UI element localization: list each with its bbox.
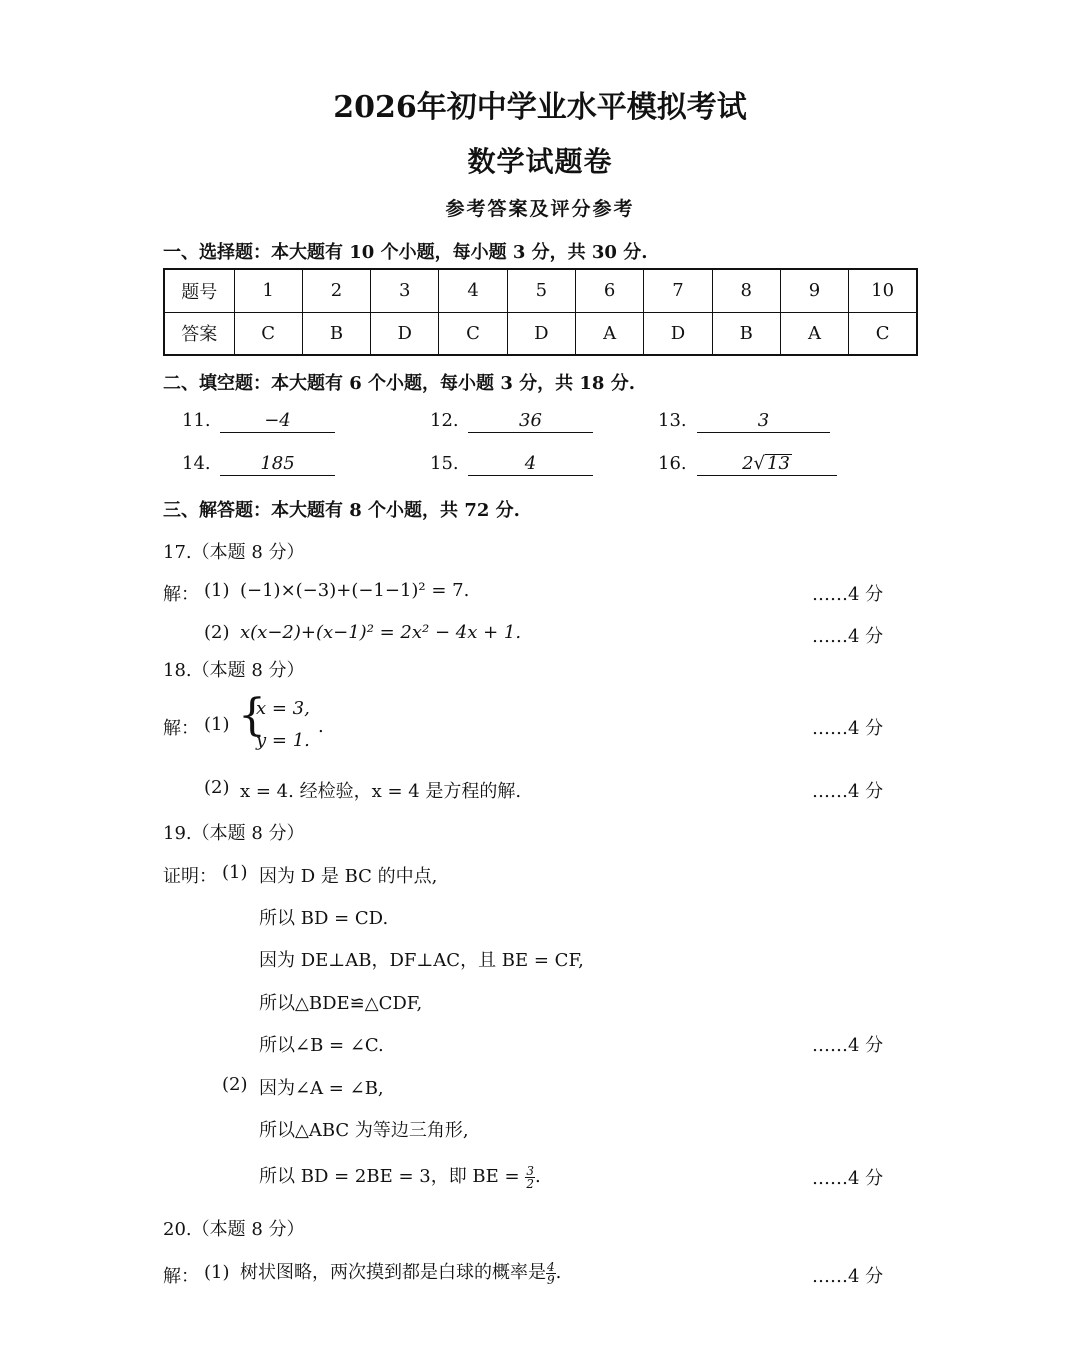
q17-part1-label: (1) [204,580,230,601]
choice-answer: D [644,312,712,355]
fill-item-number: 15. [430,453,459,474]
row-label-number: 题号 [164,269,234,312]
q19-part1-label: (1) [222,862,248,883]
q20-part1-answer [240,1258,561,1286]
choice-answer: D [507,312,575,355]
q19-line2: 所以 BD = CD. [259,908,389,929]
q19-line6: 因为∠A = ∠B, [259,1078,384,1099]
fill-item-number: 13. [658,410,687,431]
sqrt-coefficient: 2 [742,453,754,474]
paper-title: 数学试题卷 [467,145,613,178]
q18-part2-answer: x = 4. 经检验，x = 4 是方程的解. [240,781,522,802]
question-number: 7 [644,269,712,312]
fraction-numerator: 4 [547,1259,555,1274]
question-number: 3 [371,269,439,312]
fraction-denominator: 9 [547,1272,555,1287]
question-number: 10 [849,269,917,312]
question-number: 2 [302,269,370,312]
q17-part2-answer: x(x−2)+(x−1)² = 2x² − 4x + 1. [240,622,522,643]
q18-system-end: . [318,716,324,737]
q19-part2-label: (2) [222,1074,248,1095]
q20-solution-label: 解： [163,1266,199,1287]
choice-answer: B [302,312,370,355]
score-mark: ……4 分 [812,1035,884,1056]
q19-proof-label: 证明： [163,866,217,887]
q19-line5: 所以∠B = ∠C. [259,1035,384,1056]
fill-answer: 4 [468,453,593,476]
question-number: 1 [234,269,302,312]
choice-answer: A [575,312,643,355]
table-row-answers [164,312,917,355]
choice-answer-table [163,268,918,356]
fill-answer: 3 [697,410,830,433]
row-label-answer: 答案 [164,312,234,355]
question-number: 9 [780,269,848,312]
section1-heading: 一、选择题：本大题有 10 个小题，每小题 3 分，共 30 分. [163,242,648,263]
q20-heading: 20.（本题 8 分） [163,1219,305,1240]
q17-part2-label: (2) [204,622,230,643]
system-brace: { [238,690,266,741]
q19-line7: 所以△ABC 为等边三角形, [259,1120,469,1141]
score-mark: ……4 分 [812,1168,884,1189]
question-number: 8 [712,269,780,312]
section3-heading: 三、解答题：本大题有 8 个小题，共 72 分. [163,500,520,521]
question-number: 5 [507,269,575,312]
question-number: 6 [575,269,643,312]
q18-part2-label: (2) [204,777,230,798]
fill-item-number: 14. [182,453,211,474]
q19-line3: 因为 DE⊥AB，DF⊥AC，且 BE = CF, [259,950,584,971]
q19-line8-text: 所以 BD = 2BE = 3，即 BE = [259,1166,526,1187]
q17-solution-label: 解： [163,584,199,605]
choice-answer: B [712,312,780,355]
fill-answer: −4 [220,410,335,433]
score-mark: ……4 分 [812,584,884,605]
q19-line8 [259,1162,541,1190]
fill-item-number: 16. [658,453,687,474]
q19-line4: 所以△BDE≌△CDF, [259,993,423,1014]
q20-part1-text: 树状图略，两次摸到都是白球的概率是 [240,1262,546,1283]
fill-answer: 36 [468,410,593,433]
choice-answer: D [371,312,439,355]
choice-answer: C [849,312,917,355]
fill-item-number: 12. [430,410,459,431]
sqrt-radicand: 13 [767,453,790,474]
answer-key-subtitle: 参考答案及评分参考 [445,198,635,220]
fill-item-number: 11. [182,410,211,431]
fraction-four-ninths [546,1261,556,1286]
score-mark: ……4 分 [812,781,884,802]
score-mark: ……4 分 [812,1266,884,1287]
sqrt-sign: √ [753,453,766,474]
q20-part1-end: . [555,1262,562,1283]
q19-line8-end: . [534,1166,541,1187]
choice-answer: A [780,312,848,355]
q18-part1-label: (1) [204,714,230,735]
q18-system-y: y = 1. [256,730,310,751]
section2-heading: 二、填空题：本大题有 6 个小题，每小题 3 分，共 18 分. [163,373,635,394]
fraction-numerator: 3 [526,1163,534,1178]
q17-heading: 17.（本题 8 分） [163,542,305,563]
fill-answer: 185 [220,453,335,476]
score-mark: ……4 分 [812,626,884,647]
q18-heading: 18.（本题 8 分） [163,660,305,681]
fraction-three-halves [525,1165,535,1190]
choice-answer: C [234,312,302,355]
q18-system-x: x = 3, [256,698,310,719]
question-number: 4 [439,269,507,312]
exam-title: 2026年初中学业水平模拟考试 [333,90,747,125]
choice-answer: C [439,312,507,355]
q19-heading: 19.（本题 8 分） [163,823,305,844]
score-mark: ……4 分 [812,718,884,739]
q20-part1-label: (1) [204,1262,230,1283]
q19-line1: 因为 D 是 BC 的中点, [259,866,438,887]
q17-part1-answer: (−1)×(−3)+(−1−1)² = 7. [240,580,470,601]
table-row-numbers [164,269,917,312]
fill-answer-sqrt [697,453,837,476]
fraction-denominator: 2 [526,1176,534,1191]
q18-solution-label: 解： [163,718,199,739]
